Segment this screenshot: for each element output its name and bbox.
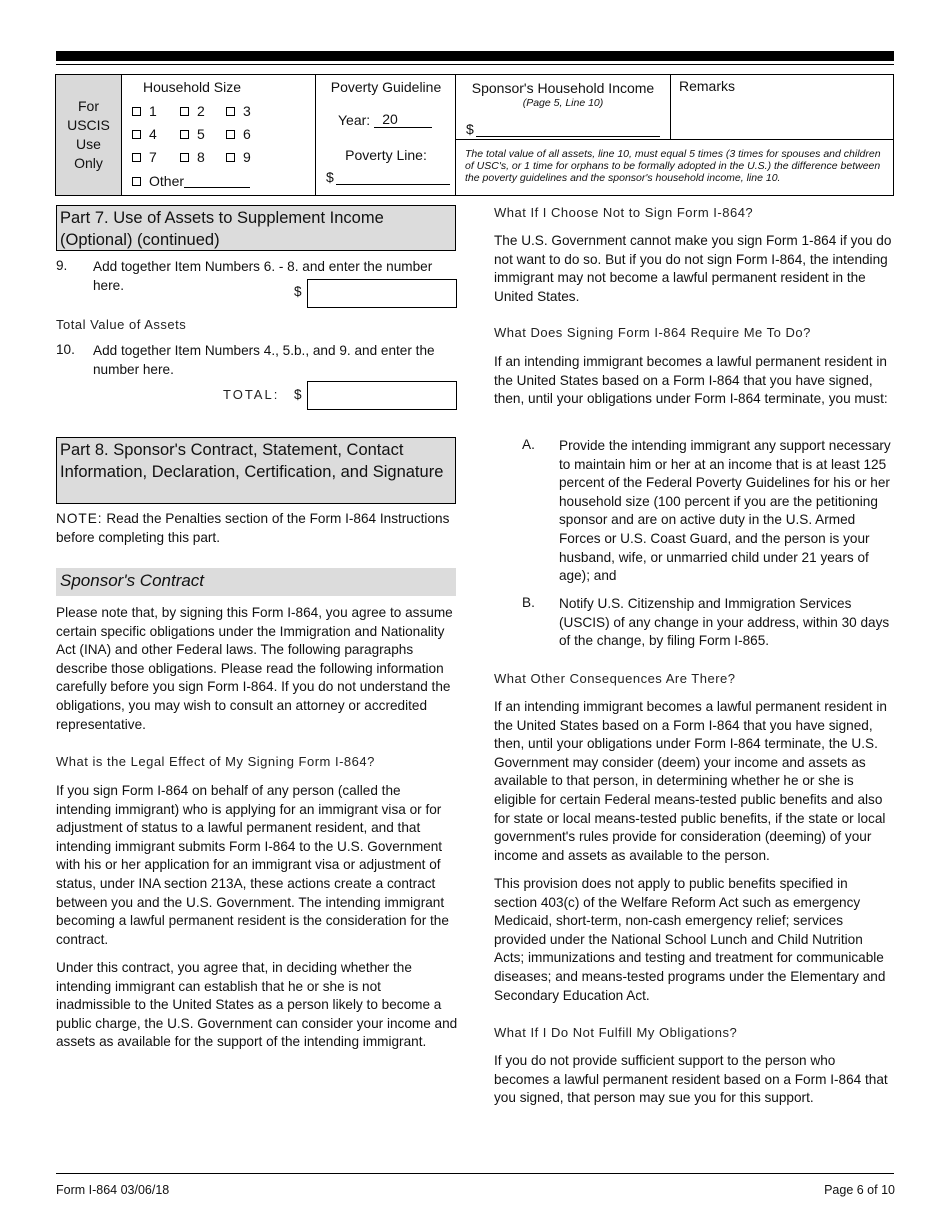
require-heading: What Does Signing Form I-864 Require Me To Do? — [494, 325, 811, 340]
other-field[interactable] — [184, 174, 250, 188]
part7-heading: Part 7. Use of Assets to Supplement Income (Optional) (continued) — [56, 205, 456, 251]
legal-effect-paragraph-1: If you sign Form I-864 on behalf of any person (called the intending immigrant) who is applying for an immigrant visa or for adjustment of status to a lawful permanent resident, and that intending immigrant submits Form I-864 to the U.S. Government with his or her application for an immigrant visa or adjustment of status, under INA section 213A, these actions create a contract between you and the U.S. Government. The intending immigrant becoming a lawful permanent resident is the consideration for the contract. — [56, 783, 449, 947]
item-b-text: Notify U.S. Citizenship and Immigration Services (USCIS) of any change in your address, within 30 days of the change, by filing Form I-865. — [559, 596, 890, 649]
household-checkbox-1[interactable]: 1 — [132, 103, 157, 119]
checkbox-icon — [226, 153, 235, 162]
checkbox-icon — [132, 177, 141, 186]
legal-effect-heading: What is the Legal Effect of My Signing Form I-864? — [56, 754, 375, 769]
note-paragraph — [56, 510, 456, 547]
assets-note: The total value of all assets, line 10, must equal 5 times (3 times for spouses and children of USC's, or 1 time for orphans to be formally adopted in the U.S.) the difference between the poverty guidelines and the sponsor's household income, line 10. — [456, 139, 894, 195]
item-a-label: A. — [522, 437, 535, 452]
household-size-cell — [122, 75, 316, 195]
require-paragraph: If an intending immigrant becomes a lawful permanent resident in the United States based on a Form I-864 that you have signed, then, until your obligations under Form I-864 terminate, you must: — [494, 354, 888, 407]
poverty-line-label: Poverty Line: — [345, 147, 427, 163]
poverty-guideline-label: Poverty Guideline — [330, 79, 442, 95]
form-id: Form I-864 03/06/18 — [56, 1183, 170, 1197]
legal-effect-paragraph-2: Under this contract, you agree that, in deciding whether the intending immigrant can establish that he or she is not inadmissible to the United States as a person likely to become a public charge, the U.S. Government can consider your income and assets as available for the support of the intending immigrant. — [56, 960, 458, 1050]
household-income-ref: (Page 5, Line 10) — [522, 97, 604, 109]
part8-heading: Part 8. Sponsor's Contract, Statement, Contact Information, Declaration, Certification, and Signature — [56, 437, 456, 504]
consequences-paragraph-1: If an intending immigrant becomes a lawful permanent resident in the United States based on a Form I-864 that you have signed, then, until your obligations under Form I-864 terminate, the U.S. Government may consider (deem) your income and assets as available to that person, in determining whether he or she is eligible for certain Federal means-tested public benefits and also for state or local means-tested public benefits, if the state or local government's rules provide for consideration (deeming) of your income and assets as available to the person. — [494, 699, 887, 863]
not-sign-paragraph: The U.S. Government cannot make you sign Form 1-864 if you do not want to do so. But if you do not sign Form I-864, the intending immigrant may not become a lawful permanent resident in the United States. — [494, 233, 892, 304]
item9-input[interactable] — [307, 279, 457, 308]
top-rule-thin — [56, 64, 894, 65]
note-label: NOTE: — [56, 511, 103, 526]
note-text: Read the Penalties section of the Form I-864 Instructions before completing this part. — [56, 511, 450, 545]
contract-paragraph: Please note that, by signing this Form I-864, you agree to assume certain specific obligations under the Immigration and Nationality Act (INA) and other Federal laws. The following paragraphs describe those obligations. Please read the following information carefully before you sign Form I-864. If you do not understand the obligations, you may wish to consult an attorney or accredited representative. — [56, 605, 453, 732]
checkbox-icon — [132, 153, 141, 162]
consequences-paragraph-2: This provision does not apply to public benefits specified in section 403(c) of the Welfare Reform Act such as emergency Medicaid, short-term, non-cash emergency relief; services provided under the National School Lunch and Child Nutrition Acts; immunizations and testing and treatment for communicable diseases; and means-tested programs under the Elementary and Secondary Education Act. — [494, 876, 886, 1003]
remarks-cell[interactable] — [670, 75, 894, 139]
sponsors-contract-heading: Sponsor's Contract — [56, 568, 456, 596]
household-income-label: Sponsor's Household Income — [471, 80, 655, 96]
page-number: Page 6 of 10 — [824, 1183, 895, 1197]
checkbox-icon — [226, 130, 235, 139]
item10-number: 10. — [56, 342, 75, 357]
poverty-line-field[interactable] — [336, 171, 450, 185]
household-checkbox-9[interactable]: 9 — [226, 149, 251, 165]
total-label: TOTAL: — [223, 387, 280, 402]
total-assets-heading: Total Value of Assets — [56, 317, 187, 332]
fulfill-heading: What If I Do Not Fulfill My Obligations? — [494, 1025, 738, 1040]
household-checkbox-5[interactable]: 5 — [180, 126, 205, 142]
consequences-heading: What Other Consequences Are There? — [494, 671, 736, 686]
checkbox-icon — [180, 130, 189, 139]
checkbox-icon — [132, 107, 141, 116]
total-input[interactable] — [307, 381, 457, 410]
item9-text: Add together Item Numbers 6. - 8. and enter the number here. — [93, 259, 433, 293]
household-checkbox-7[interactable]: 7 — [132, 149, 157, 165]
household-size-label: Household Size — [142, 79, 242, 95]
year-label: Year: — [338, 112, 371, 128]
item-a-text: Provide the intending immigrant any support necessary to maintain him or her at an income that is at least 125 percent of the Federal Poverty Guidelines for his or her household size (100 percent if you are the petitioning sponsor and are on active duty in the U.S. Armed Forces or U.S. Coast Guard, and the person is your husband, wife, or unmarried child under 21 years of age); and — [559, 438, 891, 584]
checkbox-icon — [226, 107, 235, 116]
checkbox-icon — [180, 107, 189, 116]
household-checkbox-4[interactable]: 4 — [132, 126, 157, 142]
checkbox-icon — [180, 153, 189, 162]
remarks-label: Remarks — [679, 78, 736, 94]
fulfill-paragraph: If you do not provide sufficient support to the person who becomes a lawful permanent resident based on a Form I-864 that you signed, that person may sue you for this support. — [494, 1053, 888, 1106]
household-income-field[interactable] — [476, 123, 660, 137]
not-sign-heading: What If I Choose Not to Sign Form I-864? — [494, 205, 754, 220]
household-checkbox-8[interactable]: 8 — [180, 149, 205, 165]
total-dollar: $ — [294, 387, 302, 402]
top-rule-thick — [56, 51, 894, 61]
household-checkbox-other[interactable]: Other — [132, 173, 250, 189]
item9-number: 9. — [56, 258, 68, 273]
household-checkbox-2[interactable]: 2 — [180, 103, 205, 119]
item9-dollar: $ — [294, 284, 302, 299]
item-b-label: B. — [522, 595, 535, 610]
household-checkbox-3[interactable]: 3 — [226, 103, 251, 119]
uscis-use-box — [55, 74, 894, 196]
item10-text: Add together Item Numbers 4., 5.b., and 9. and enter the number here. — [93, 343, 435, 377]
household-income-cell: Sponsor's Household Income (Page 5, Line 10) $ — [456, 75, 670, 139]
household-checkbox-6[interactable]: 6 — [226, 126, 251, 142]
for-uscis-use-only-label: For USCIS Use Only — [56, 75, 122, 195]
checkbox-icon — [132, 130, 141, 139]
poverty-guideline-cell: Poverty Guideline Year: 20 Poverty Line: $ — [316, 75, 456, 195]
year-field[interactable]: 20 — [374, 111, 432, 128]
footer-rule — [56, 1173, 894, 1174]
